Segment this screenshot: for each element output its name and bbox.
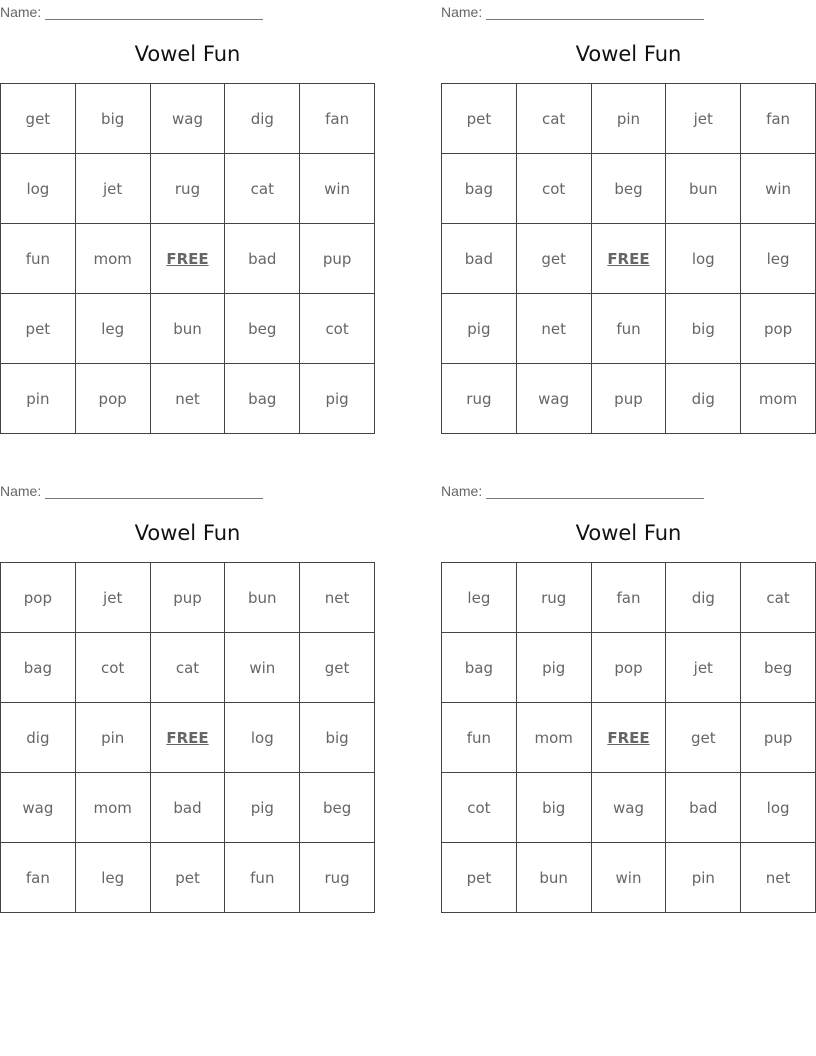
bingo-row — [442, 224, 816, 294]
word-cell: fun — [225, 843, 300, 913]
word-cell: bun — [516, 843, 591, 913]
word-cell: pup — [591, 364, 666, 434]
word-cell: rug — [516, 563, 591, 633]
free-space-cell: FREE — [150, 703, 225, 773]
word-cell: pup — [741, 703, 816, 773]
bingo-row — [442, 633, 816, 703]
card-title: Vowel Fun — [575, 521, 682, 545]
bingo-row — [442, 843, 816, 913]
bingo-card — [441, 0, 816, 435]
word-cell: cot — [516, 154, 591, 224]
word-cell: pop — [75, 364, 150, 434]
word-cell: bad — [442, 224, 517, 294]
word-cell: fan — [741, 84, 816, 154]
word-cell: win — [741, 154, 816, 224]
word-cell: net — [741, 843, 816, 913]
name-label: Name: — [0, 483, 42, 499]
word-cell: bun — [225, 563, 300, 633]
word-cell: cot — [442, 773, 517, 843]
card-title: Vowel Fun — [134, 42, 241, 66]
word-cell: fan — [591, 563, 666, 633]
bingo-grid — [0, 562, 375, 913]
bingo-row — [1, 364, 375, 434]
bingo-row — [1, 703, 375, 773]
word-cell: pin — [1, 364, 76, 434]
word-cell: mom — [741, 364, 816, 434]
word-cell: cot — [300, 294, 375, 364]
word-cell: net — [150, 364, 225, 434]
word-cell: wag — [591, 773, 666, 843]
word-cell: pop — [591, 633, 666, 703]
word-cell: mom — [75, 773, 150, 843]
word-cell: beg — [591, 154, 666, 224]
word-cell: jet — [75, 563, 150, 633]
word-cell: fun — [591, 294, 666, 364]
word-cell: leg — [442, 563, 517, 633]
name-blank-line[interactable] — [486, 5, 704, 20]
word-cell: bad — [666, 773, 741, 843]
word-cell: pig — [442, 294, 517, 364]
bingo-row — [1, 563, 375, 633]
word-cell: bun — [666, 154, 741, 224]
word-cell: cat — [516, 84, 591, 154]
bingo-row — [442, 294, 816, 364]
word-cell: leg — [741, 224, 816, 294]
word-cell: fun — [442, 703, 517, 773]
word-cell: get — [300, 633, 375, 703]
free-space-cell: FREE — [591, 224, 666, 294]
word-cell: jet — [666, 84, 741, 154]
word-cell: pin — [666, 843, 741, 913]
word-cell: cat — [225, 154, 300, 224]
bingo-row — [1, 84, 375, 154]
word-cell: mom — [75, 224, 150, 294]
word-cell: log — [666, 224, 741, 294]
word-cell: get — [1, 84, 76, 154]
card-title: Vowel Fun — [575, 42, 682, 66]
free-space-cell: FREE — [150, 224, 225, 294]
word-cell: pop — [1, 563, 76, 633]
bingo-row — [442, 154, 816, 224]
bingo-row — [1, 633, 375, 703]
bingo-grid — [441, 562, 816, 913]
name-label: Name: — [441, 4, 483, 20]
word-cell: pet — [1, 294, 76, 364]
word-cell: mom — [516, 703, 591, 773]
bingo-card — [0, 479, 375, 914]
word-cell: wag — [1, 773, 76, 843]
bingo-row — [1, 294, 375, 364]
word-cell: beg — [225, 294, 300, 364]
word-cell: bun — [150, 294, 225, 364]
word-cell: leg — [75, 294, 150, 364]
word-cell: rug — [150, 154, 225, 224]
word-cell: bag — [225, 364, 300, 434]
word-cell: fan — [1, 843, 76, 913]
bingo-row — [1, 773, 375, 843]
word-cell: pig — [225, 773, 300, 843]
word-cell: pup — [150, 563, 225, 633]
word-cell: cat — [741, 563, 816, 633]
name-blank-line[interactable] — [486, 484, 704, 499]
word-cell: big — [666, 294, 741, 364]
word-cell: jet — [666, 633, 741, 703]
word-cell: dig — [225, 84, 300, 154]
word-cell: big — [75, 84, 150, 154]
name-field-row — [0, 481, 263, 499]
bingo-row — [1, 843, 375, 913]
name-field-row — [441, 481, 704, 499]
word-cell: win — [591, 843, 666, 913]
word-cell: log — [225, 703, 300, 773]
word-cell: fun — [1, 224, 76, 294]
word-cell: pin — [591, 84, 666, 154]
free-space-cell: FREE — [591, 703, 666, 773]
word-cell: get — [516, 224, 591, 294]
name-field-row — [0, 2, 263, 20]
word-cell: beg — [300, 773, 375, 843]
bingo-row — [442, 773, 816, 843]
bingo-card — [0, 0, 375, 435]
word-cell: fan — [300, 84, 375, 154]
word-cell: pig — [300, 364, 375, 434]
word-cell: rug — [300, 843, 375, 913]
word-cell: bag — [442, 633, 517, 703]
bingo-grid — [441, 83, 816, 434]
word-cell: big — [516, 773, 591, 843]
word-cell: pet — [442, 843, 517, 913]
word-cell: dig — [666, 364, 741, 434]
word-cell: dig — [666, 563, 741, 633]
word-cell: pet — [150, 843, 225, 913]
word-cell: cat — [150, 633, 225, 703]
word-cell: wag — [150, 84, 225, 154]
card-title: Vowel Fun — [134, 521, 241, 545]
word-cell: pop — [741, 294, 816, 364]
bingo-row — [442, 364, 816, 434]
word-cell: beg — [741, 633, 816, 703]
word-cell: jet — [75, 154, 150, 224]
name-label: Name: — [0, 4, 42, 20]
word-cell: get — [666, 703, 741, 773]
name-blank-line[interactable] — [45, 484, 263, 499]
name-blank-line[interactable] — [45, 5, 263, 20]
word-cell: pup — [300, 224, 375, 294]
word-cell: dig — [1, 703, 76, 773]
word-cell: big — [300, 703, 375, 773]
word-cell: bag — [442, 154, 517, 224]
word-cell: rug — [442, 364, 517, 434]
bingo-row — [1, 154, 375, 224]
word-cell: log — [1, 154, 76, 224]
word-cell: wag — [516, 364, 591, 434]
name-label: Name: — [441, 483, 483, 499]
bingo-card — [441, 479, 816, 914]
bingo-row — [442, 563, 816, 633]
word-cell: net — [516, 294, 591, 364]
bingo-grid — [0, 83, 375, 434]
word-cell: pet — [442, 84, 517, 154]
word-cell: bag — [1, 633, 76, 703]
word-cell: bad — [225, 224, 300, 294]
word-cell: leg — [75, 843, 150, 913]
word-cell: win — [225, 633, 300, 703]
word-cell: win — [300, 154, 375, 224]
name-field-row — [441, 2, 704, 20]
word-cell: cot — [75, 633, 150, 703]
bingo-row — [1, 224, 375, 294]
word-cell: pig — [516, 633, 591, 703]
bingo-row — [442, 703, 816, 773]
word-cell: bad — [150, 773, 225, 843]
bingo-row — [442, 84, 816, 154]
word-cell: net — [300, 563, 375, 633]
word-cell: pin — [75, 703, 150, 773]
word-cell: log — [741, 773, 816, 843]
